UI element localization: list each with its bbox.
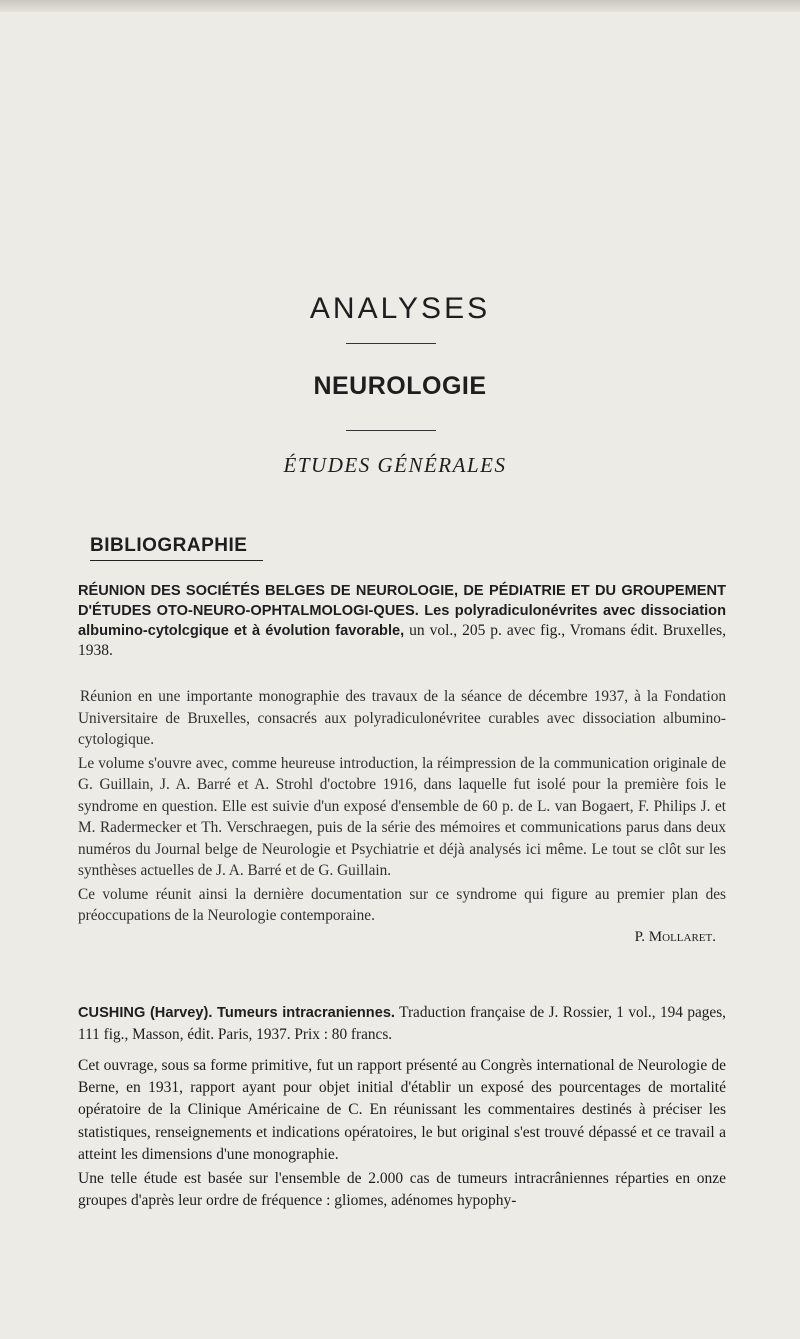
entry-2-body: [78, 1055, 726, 1212]
subsection-title-etudes-generales: ÉTUDES GÉNÉRALES: [283, 453, 507, 477]
heading-bibliographie: BIBLIOGRAPHIE: [90, 535, 248, 556]
section-title-analyses: ANALYSES: [309, 292, 491, 325]
bibliography-entry-2: [78, 1002, 726, 1046]
section-title-neurologie: NEUROLOGIE: [313, 372, 487, 400]
paragraph: Réunion en une importante monographie des travaux de la séance de décembre 1937, à la Fondation Universitaire de Bruxelles, consacrés aux polyradiculonévritee curables avec dissociation albumino-cytologique.: [78, 688, 726, 748]
paragraph: Une telle étude est basée sur l'ensemble de 2.000 cas de tumeurs intracrâniennes réparties en onze groupes d'après leur ordre de fréquence : gliomes, adénomes hypophy-: [78, 1170, 726, 1210]
paragraph: Cet ouvrage, sous sa forme primitive, fut un rapport présenté au Congrès international de Neurologie de Berne, en 1931, rapport ayant pour objet initial d'établir un exposé des pourcentages de mortalité opératoire de la Clinique Américaine de C. En réunissant les commentaires destinés à préciser les statistiques, renseignements et indications opératoires, le but original s'est trouvé dépassé et ce travail a atteint les dimensions d'une monographie.: [78, 1057, 726, 1163]
author-signature: P. Mollaret.: [634, 928, 716, 945]
entry-publication-info: un vol., 205 p. avec fig., Vromans édit. Bruxelles, 1938.: [78, 622, 726, 659]
paragraph: Le volume s'ouvre avec, comme heureuse introduction, la réimpression de la communication originale de G. Guillain, J. A. Barré et A. Strohl d'octobre 1916, dans laquelle fut isolé pour la première fois le syndrome en question. Elle est suivie d'un exposé d'ensemble de 60 p. de L. van Bogaert, F. Philips J. et M. Radermecker et Th. Verschraegen, puis de la série des mémoires et communications parus dans deux numéros du Journal belge de Neurologie et Psychiatrie et déjà analysés ici même. Le tout se clôt sur les synthèses actuelles de J. A. Barré et de G. Guillain.: [78, 754, 726, 879]
page-top-edge: [0, 0, 800, 12]
entry-publication-info: Traduction française de J. Rossier, 1 vol., 194 pages, 111 fig., Masson, édit. Paris, 1937. Prix : 80 francs.: [78, 1004, 727, 1043]
divider-rule: [346, 430, 436, 431]
paragraph: Ce volume réunit ainsi la dernière documentation sur ce syndrome qui figure au premier plan des préoccupations de la Neurologie contemporaine.: [78, 885, 726, 924]
bibliography-entry-1: [78, 581, 726, 661]
heading-underline: [90, 560, 263, 561]
entry-title: Tumeurs intracraniennes.: [212, 1005, 395, 1021]
entry-reference: [78, 1002, 726, 1046]
entry-reference: [78, 581, 726, 661]
entry-1-body: [78, 686, 726, 946]
divider-rule: [346, 343, 436, 344]
entry-author: CUSHING (Harvey).: [78, 1005, 213, 1021]
entry-title: RÉUNION DES SOCIÉTÉS BELGES DE NEUROLOGIE, DE PÉDIATRIE ET DU GROUPEMENT D'ÉTUDES OTO-NEURO-OPHTALMOLOGI-QUES. Les polyradiculonévrites avec dissociation albumino-cytolcgique et à évolution favorable,: [78, 583, 726, 639]
